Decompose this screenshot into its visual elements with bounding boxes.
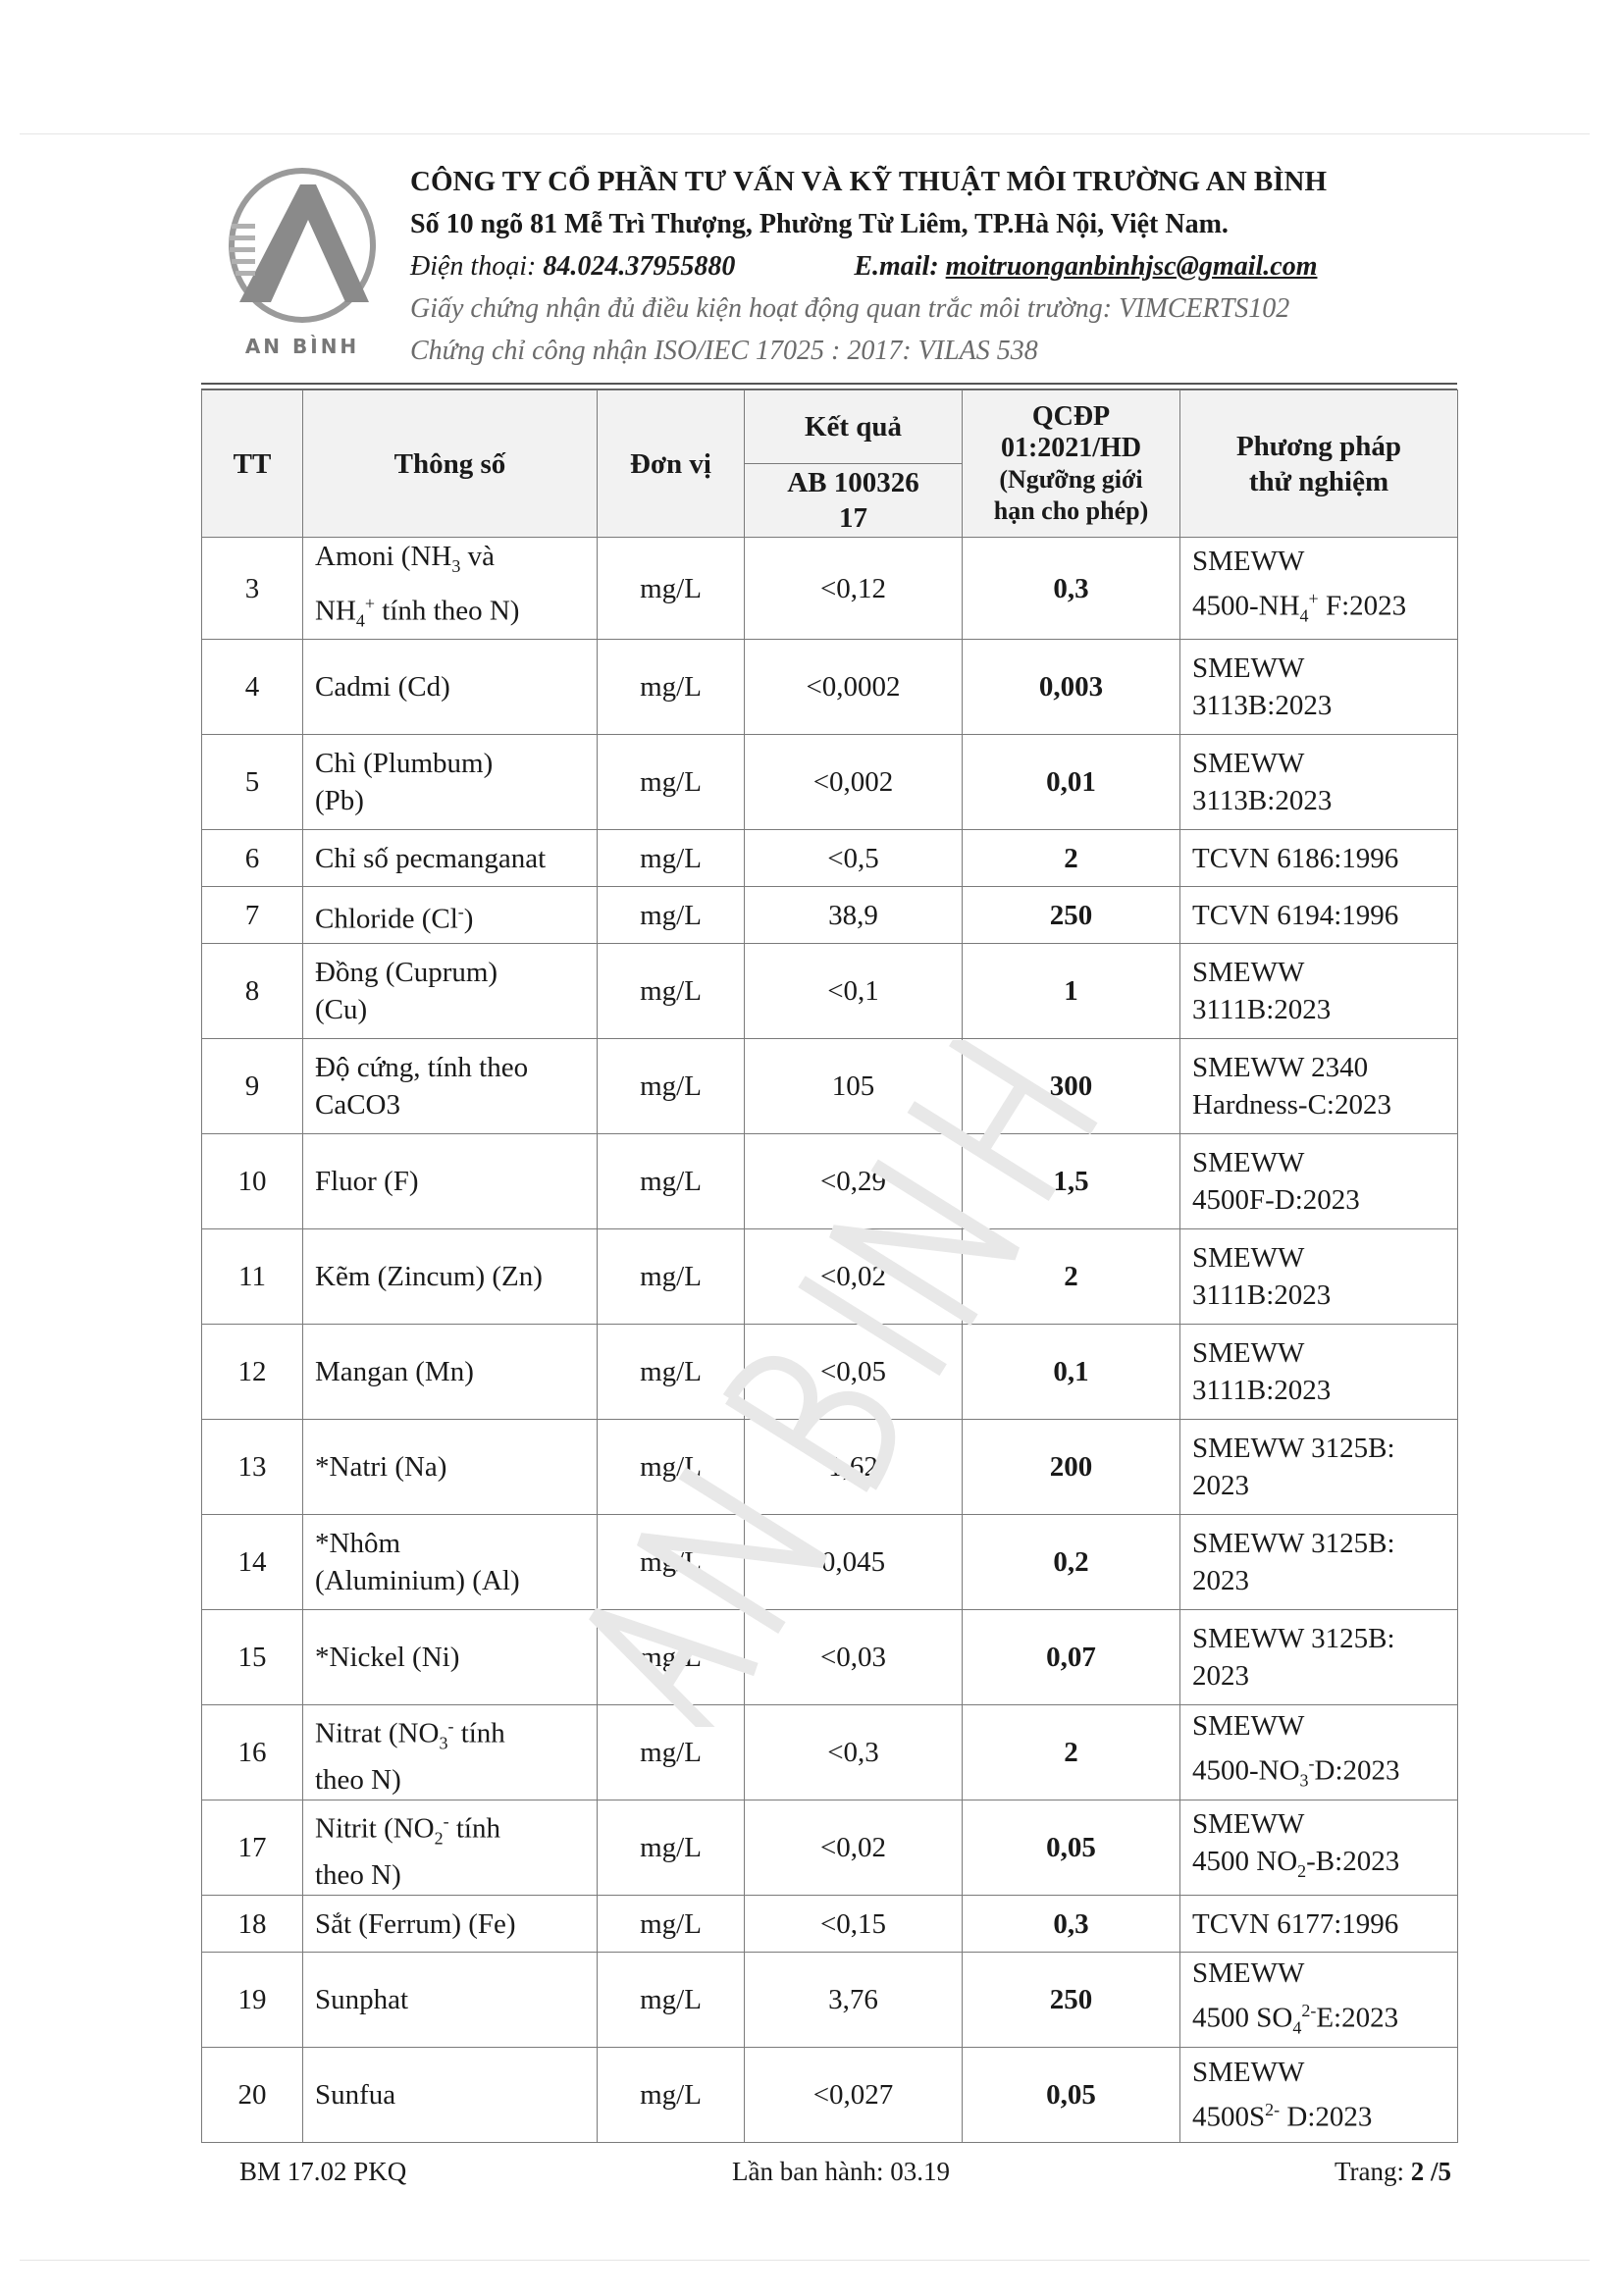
parameter-line-1-text: Sunfua: [315, 2079, 396, 2112]
method-line-2-text: 4500 NO: [1192, 1846, 1298, 1878]
cell-result: <0,02: [745, 1229, 963, 1325]
cell-method: [1180, 538, 1458, 640]
cell-method: [1180, 1134, 1458, 1229]
method-line-2-text: 2023: [1192, 1565, 1249, 1597]
letterhead: [410, 161, 1480, 372]
parameter-line-1-text: Nitrat (NO: [315, 1717, 440, 1749]
cell-unit: mg/L: [598, 1896, 745, 1953]
logo-text: AN BÌNH: [244, 335, 360, 358]
parameter-line-1-text: *Nickel (Ni): [315, 1642, 460, 1674]
cell-tt: 7: [202, 887, 303, 944]
method-line-2-sub: 4: [1299, 605, 1309, 626]
cell-method: [1180, 1800, 1458, 1896]
method-line-1-text: SMEWW: [1192, 1808, 1305, 1841]
cell-parameter: [303, 1229, 598, 1325]
cell-result: <0,03: [745, 1610, 963, 1705]
header-parameter: Thông số: [303, 391, 598, 538]
parameter-line-2-text: theo N): [315, 1763, 401, 1796]
parameter-line-1-text: tính: [448, 1812, 500, 1845]
company-address: Số 10 ngõ 81 Mễ Trì Thượng, Phường Từ Liêm, TP.Hà Nội, Việt Nam.: [410, 209, 1229, 239]
parameter-line-1-text: *Nhôm: [315, 1528, 400, 1560]
table-row: [202, 1039, 1458, 1134]
header-sample-code: AB 100326 17: [745, 464, 963, 538]
method-line-2-text: 3111B:2023: [1192, 1279, 1332, 1312]
cell-tt: 20: [202, 2048, 303, 2143]
cell-unit: mg/L: [598, 1953, 745, 2048]
cell-unit: mg/L: [598, 1325, 745, 1420]
cell-result: <0,027: [745, 2048, 963, 2143]
method-line-1-text: TCVN 6186:1996: [1192, 842, 1399, 874]
parameter-line-1-text: Sunphat: [315, 1984, 409, 2016]
cell-parameter: [303, 1134, 598, 1229]
cell-tt: 15: [202, 1610, 303, 1705]
cell-limit: 0,3: [963, 538, 1180, 640]
table-row: [202, 1896, 1458, 1953]
method-line-1-text: SMEWW 3125B:: [1192, 1528, 1395, 1560]
method-line-2-text: 3113B:2023: [1192, 785, 1333, 817]
cell-result: 0,045: [745, 1515, 963, 1610]
cell-unit: mg/L: [598, 1515, 745, 1610]
cell-method: [1180, 887, 1458, 944]
cell-result: <0,1: [745, 944, 963, 1039]
method-line-1-text: SMEWW: [1192, 1337, 1305, 1370]
cell-parameter: [303, 2048, 598, 2143]
parameter-line-2-text: NH: [315, 595, 356, 627]
parameter-line-1-text: Amoni (NH: [315, 541, 452, 572]
method-line-2-sup: +: [1308, 588, 1319, 608]
parameter-line-1-sub: 3: [439, 1732, 448, 1752]
cell-tt: 12: [202, 1325, 303, 1420]
cell-method: [1180, 1039, 1458, 1134]
method-line-2-text: 4500S: [1192, 2102, 1266, 2134]
table-top-rule: [201, 383, 1457, 390]
email-address: moitruonganbinhjsc@gmail.com: [945, 251, 1318, 282]
parameter-line-1-text: *Natri (Na): [315, 1451, 447, 1484]
method-line-2-text: D:2023: [1280, 2102, 1373, 2134]
cell-unit: mg/L: [598, 1039, 745, 1134]
cell-tt: 18: [202, 1896, 303, 1953]
cell-limit: 200: [963, 1420, 1180, 1515]
method-line-2-sub: 3: [1299, 1769, 1309, 1790]
results-table-wrapper: [201, 383, 1457, 2143]
parameter-line-1-text: Đồng (Cuprum): [315, 957, 498, 989]
header-result: Kết quả: [745, 391, 963, 464]
cell-method: [1180, 1953, 1458, 2048]
cell-tt: 3: [202, 538, 303, 640]
bottom-divider: [20, 2260, 1590, 2261]
cell-tt: 13: [202, 1420, 303, 1515]
method-line-2-text: 3113B:2023: [1192, 690, 1333, 722]
cell-unit: mg/L: [598, 1705, 745, 1800]
table-row: [202, 1420, 1458, 1515]
method-line-2-text: E:2023: [1316, 2002, 1399, 2034]
cell-parameter: [303, 1039, 598, 1134]
parameter-line-1-text: Mangan (Mn): [315, 1356, 474, 1388]
cell-parameter: [303, 1953, 598, 2048]
cell-tt: 14: [202, 1515, 303, 1610]
method-line-1-text: SMEWW: [1192, 957, 1305, 989]
cell-unit: mg/L: [598, 640, 745, 735]
method-line-2-text: D:2023: [1314, 1754, 1400, 1787]
company-name: CÔNG TY CỔ PHẦN TƯ VẤN VÀ KỸ THUẬT MÔI TRƯỜNG AN BÌNH: [410, 166, 1328, 197]
cell-method: [1180, 640, 1458, 735]
method-line-1-text: SMEWW: [1192, 1957, 1305, 1989]
method-line-2-sup: 2-: [1265, 2100, 1281, 2120]
cell-tt: 11: [202, 1229, 303, 1325]
top-divider: [20, 133, 1590, 134]
table-row: [202, 538, 1458, 640]
cell-unit: mg/L: [598, 887, 745, 944]
cell-tt: 9: [202, 1039, 303, 1134]
cell-result: <0,3: [745, 1705, 963, 1800]
method-line-2-sub: 4: [1292, 2016, 1302, 2037]
cell-limit: 2: [963, 1705, 1180, 1800]
method-line-1-text: SMEWW: [1192, 1147, 1305, 1179]
method-line-2-text: 2023: [1192, 1470, 1249, 1502]
cell-limit: 2: [963, 1229, 1180, 1325]
method-line-2-sub: 2: [1297, 1861, 1307, 1882]
cell-unit: mg/L: [598, 830, 745, 887]
cell-limit: 0,2: [963, 1515, 1180, 1610]
cell-method: [1180, 1896, 1458, 1953]
email-label: E.mail:: [854, 251, 939, 282]
cell-limit: 0,05: [963, 1800, 1180, 1896]
method-line-1-text: SMEWW: [1192, 1242, 1305, 1275]
cell-method: [1180, 1610, 1458, 1705]
cell-unit: mg/L: [598, 735, 745, 830]
cell-result: 38,9: [745, 887, 963, 944]
table-row: [202, 2048, 1458, 2143]
page-number: 2 /5: [1410, 2157, 1452, 2186]
table-row: [202, 887, 1458, 944]
table-header-row: [202, 391, 1458, 464]
cell-parameter: [303, 735, 598, 830]
cell-parameter: [303, 1325, 598, 1420]
cell-result: 105: [745, 1039, 963, 1134]
cell-method: [1180, 1229, 1458, 1325]
cell-tt: 5: [202, 735, 303, 830]
cell-unit: mg/L: [598, 1229, 745, 1325]
cell-limit: 0,003: [963, 640, 1180, 735]
parameter-line-2-text: (Cu): [315, 994, 368, 1026]
cell-unit: mg/L: [598, 2048, 745, 2143]
cell-unit: mg/L: [598, 1420, 745, 1515]
cell-result: <0,002: [745, 735, 963, 830]
method-line-2-sup: -: [1308, 1752, 1315, 1773]
cell-result: 3,76: [745, 1953, 963, 2048]
cell-parameter: [303, 1610, 598, 1705]
method-line-2-sup: 2-: [1301, 2000, 1317, 2020]
parameter-line-1-text: ): [463, 903, 474, 935]
method-line-2-text: 4500 SO: [1192, 2002, 1293, 2034]
cell-tt: 4: [202, 640, 303, 735]
method-line-1-text: SMEWW: [1192, 652, 1305, 685]
cell-method: [1180, 1515, 1458, 1610]
cell-parameter: [303, 944, 598, 1039]
cell-unit: mg/L: [598, 538, 745, 640]
parameter-line-1-text: Kẽm (Zincum) (Zn): [315, 1261, 543, 1293]
footer-issue: Lần ban hành: 03.19: [732, 2157, 950, 2186]
method-line-1-text: SMEWW 3125B:: [1192, 1433, 1395, 1465]
parameter-line-1-text: Chloride (Cl: [315, 903, 458, 935]
table-row: [202, 1325, 1458, 1420]
cell-limit: 0,3: [963, 1896, 1180, 1953]
header-unit: Đơn vị: [598, 391, 745, 538]
parameter-line-2-text: tính theo N): [375, 595, 520, 627]
cell-parameter: [303, 1705, 598, 1800]
parameter-line-1-sup: -: [447, 1715, 454, 1736]
cell-parameter: [303, 1896, 598, 1953]
cell-method: [1180, 830, 1458, 887]
parameter-line-1-text: Sắt (Ferrum) (Fe): [315, 1907, 516, 1940]
cell-method: [1180, 1705, 1458, 1800]
header-tt: TT: [202, 391, 303, 538]
table-row: [202, 1610, 1458, 1705]
cell-method: [1180, 735, 1458, 830]
cell-tt: 10: [202, 1134, 303, 1229]
table-row: [202, 944, 1458, 1039]
method-line-1-text: SMEWW: [1192, 1709, 1305, 1742]
method-line-2-text: 2023: [1192, 1660, 1249, 1693]
method-line-2-text: -B:2023: [1306, 1846, 1400, 1878]
cell-parameter: [303, 830, 598, 887]
cell-limit: 0,07: [963, 1610, 1180, 1705]
parameter-line-1-text: Nitrit (NO: [315, 1812, 435, 1845]
footer-form-code: BM 17.02 PKQ: [239, 2157, 407, 2186]
cell-tt: 8: [202, 944, 303, 1039]
parameter-line-1-text: Chỉ số pecmanganat: [315, 842, 547, 874]
cell-result: <0,0002: [745, 640, 963, 735]
table-row: [202, 1705, 1458, 1800]
contact-line: [410, 245, 1480, 287]
cell-tt: 17: [202, 1800, 303, 1896]
cell-unit: mg/L: [598, 1800, 745, 1896]
parameter-line-1-text: và: [460, 541, 495, 572]
cell-result: <0,05: [745, 1325, 963, 1420]
cell-result: <0,12: [745, 538, 963, 640]
method-line-1-text: SMEWW: [1192, 2057, 1305, 2089]
cell-parameter: [303, 538, 598, 640]
cell-limit: 250: [963, 1953, 1180, 2048]
certificate-line-2: Chứng chỉ công nhận ISO/IEC 17025 : 2017: VILAS 538: [410, 336, 1038, 366]
cell-limit: 2: [963, 830, 1180, 887]
parameter-line-1-sub: 2: [434, 1827, 444, 1848]
cell-unit: mg/L: [598, 1134, 745, 1229]
table-row: [202, 1800, 1458, 1896]
cell-limit: 250: [963, 887, 1180, 944]
parameter-line-2-text: theo N): [315, 1858, 401, 1891]
phone-label: Điện thoại:: [410, 251, 537, 282]
table-row: [202, 830, 1458, 887]
cell-limit: 1,5: [963, 1134, 1180, 1229]
cell-parameter: [303, 1420, 598, 1515]
parameter-line-1-text: Fluor (F): [315, 1166, 419, 1198]
cell-limit: 0,05: [963, 2048, 1180, 2143]
header-method: Phương pháp thử nghiệm: [1180, 391, 1458, 538]
parameter-line-1-sup: -: [443, 1810, 449, 1831]
table-row: [202, 1134, 1458, 1229]
method-line-2-text: 4500F-D:2023: [1192, 1184, 1360, 1217]
parameter-line-1-sup: -: [457, 901, 464, 921]
page-label: Trang:: [1335, 2157, 1405, 2186]
method-line-1-text: SMEWW: [1192, 545, 1305, 577]
method-line-1-text: TCVN 6194:1996: [1192, 899, 1399, 931]
cell-unit: mg/L: [598, 944, 745, 1039]
cell-limit: 300: [963, 1039, 1180, 1134]
cell-tt: 16: [202, 1705, 303, 1800]
method-line-1-text: TCVN 6177:1996: [1192, 1907, 1399, 1940]
cell-tt: 6: [202, 830, 303, 887]
parameter-line-1-text: Độ cứng, tính theo: [315, 1052, 529, 1084]
cell-method: [1180, 1325, 1458, 1420]
phone-number: 84.024.37955880: [543, 251, 736, 282]
cell-result: <0,02: [745, 1800, 963, 1896]
cell-parameter: [303, 887, 598, 944]
parameter-line-2-text: CaCO3: [315, 1089, 400, 1122]
results-table: [201, 390, 1458, 2143]
header-standard: QCĐP 01:2021/HD (Ngưỡng giới hạn cho phép): [963, 391, 1180, 538]
cell-method: [1180, 1420, 1458, 1515]
table-row: [202, 1515, 1458, 1610]
parameter-line-2-sub: 4: [355, 610, 365, 631]
certificate-line-1: Giấy chứng nhận đủ điều kiện hoạt động quan trắc môi trường: VIMCERTS102: [410, 293, 1290, 324]
cell-parameter: [303, 640, 598, 735]
method-line-2-text: Hardness-C:2023: [1192, 1089, 1391, 1122]
method-line-2-text: 3111B:2023: [1192, 1375, 1332, 1407]
method-line-1-text: SMEWW 3125B:: [1192, 1623, 1395, 1655]
method-line-2-text: 4500-NH: [1192, 590, 1300, 622]
cell-method: [1180, 2048, 1458, 2143]
table-row: [202, 640, 1458, 735]
method-line-1-text: SMEWW 2340: [1192, 1052, 1369, 1084]
parameter-line-2-text: (Pb): [315, 785, 364, 817]
cell-limit: 0,01: [963, 735, 1180, 830]
company-logo: [222, 165, 389, 361]
cell-result: <0,15: [745, 1896, 963, 1953]
cell-method: [1180, 944, 1458, 1039]
table-body: [202, 538, 1458, 2143]
table-row: [202, 1229, 1458, 1325]
cell-limit: 1: [963, 944, 1180, 1039]
footer-page: [1335, 2157, 1451, 2187]
method-line-2-text: F:2023: [1318, 590, 1407, 622]
cell-unit: mg/L: [598, 1610, 745, 1705]
cell-result: 1,62: [745, 1420, 963, 1515]
parameter-line-1-text: tính: [453, 1717, 505, 1749]
parameter-line-1-sub: 3: [451, 555, 461, 576]
table-row: [202, 1953, 1458, 2048]
method-line-1-text: SMEWW: [1192, 748, 1305, 780]
cell-result: <0,29: [745, 1134, 963, 1229]
table-row: [202, 735, 1458, 830]
cell-tt: 19: [202, 1953, 303, 2048]
method-line-2-text: 3111B:2023: [1192, 994, 1332, 1026]
parameter-line-1-text: Chì (Plumbum): [315, 748, 494, 780]
cell-result: <0,5: [745, 830, 963, 887]
parameter-line-1-text: Cadmi (Cd): [315, 671, 450, 704]
parameter-line-2-text: (Aluminium) (Al): [315, 1565, 520, 1597]
cell-parameter: [303, 1800, 598, 1896]
cell-limit: 0,1: [963, 1325, 1180, 1420]
method-line-2-text: 4500-NO: [1192, 1754, 1300, 1787]
parameter-line-2-sup: +: [364, 593, 376, 613]
cell-parameter: [303, 1515, 598, 1610]
